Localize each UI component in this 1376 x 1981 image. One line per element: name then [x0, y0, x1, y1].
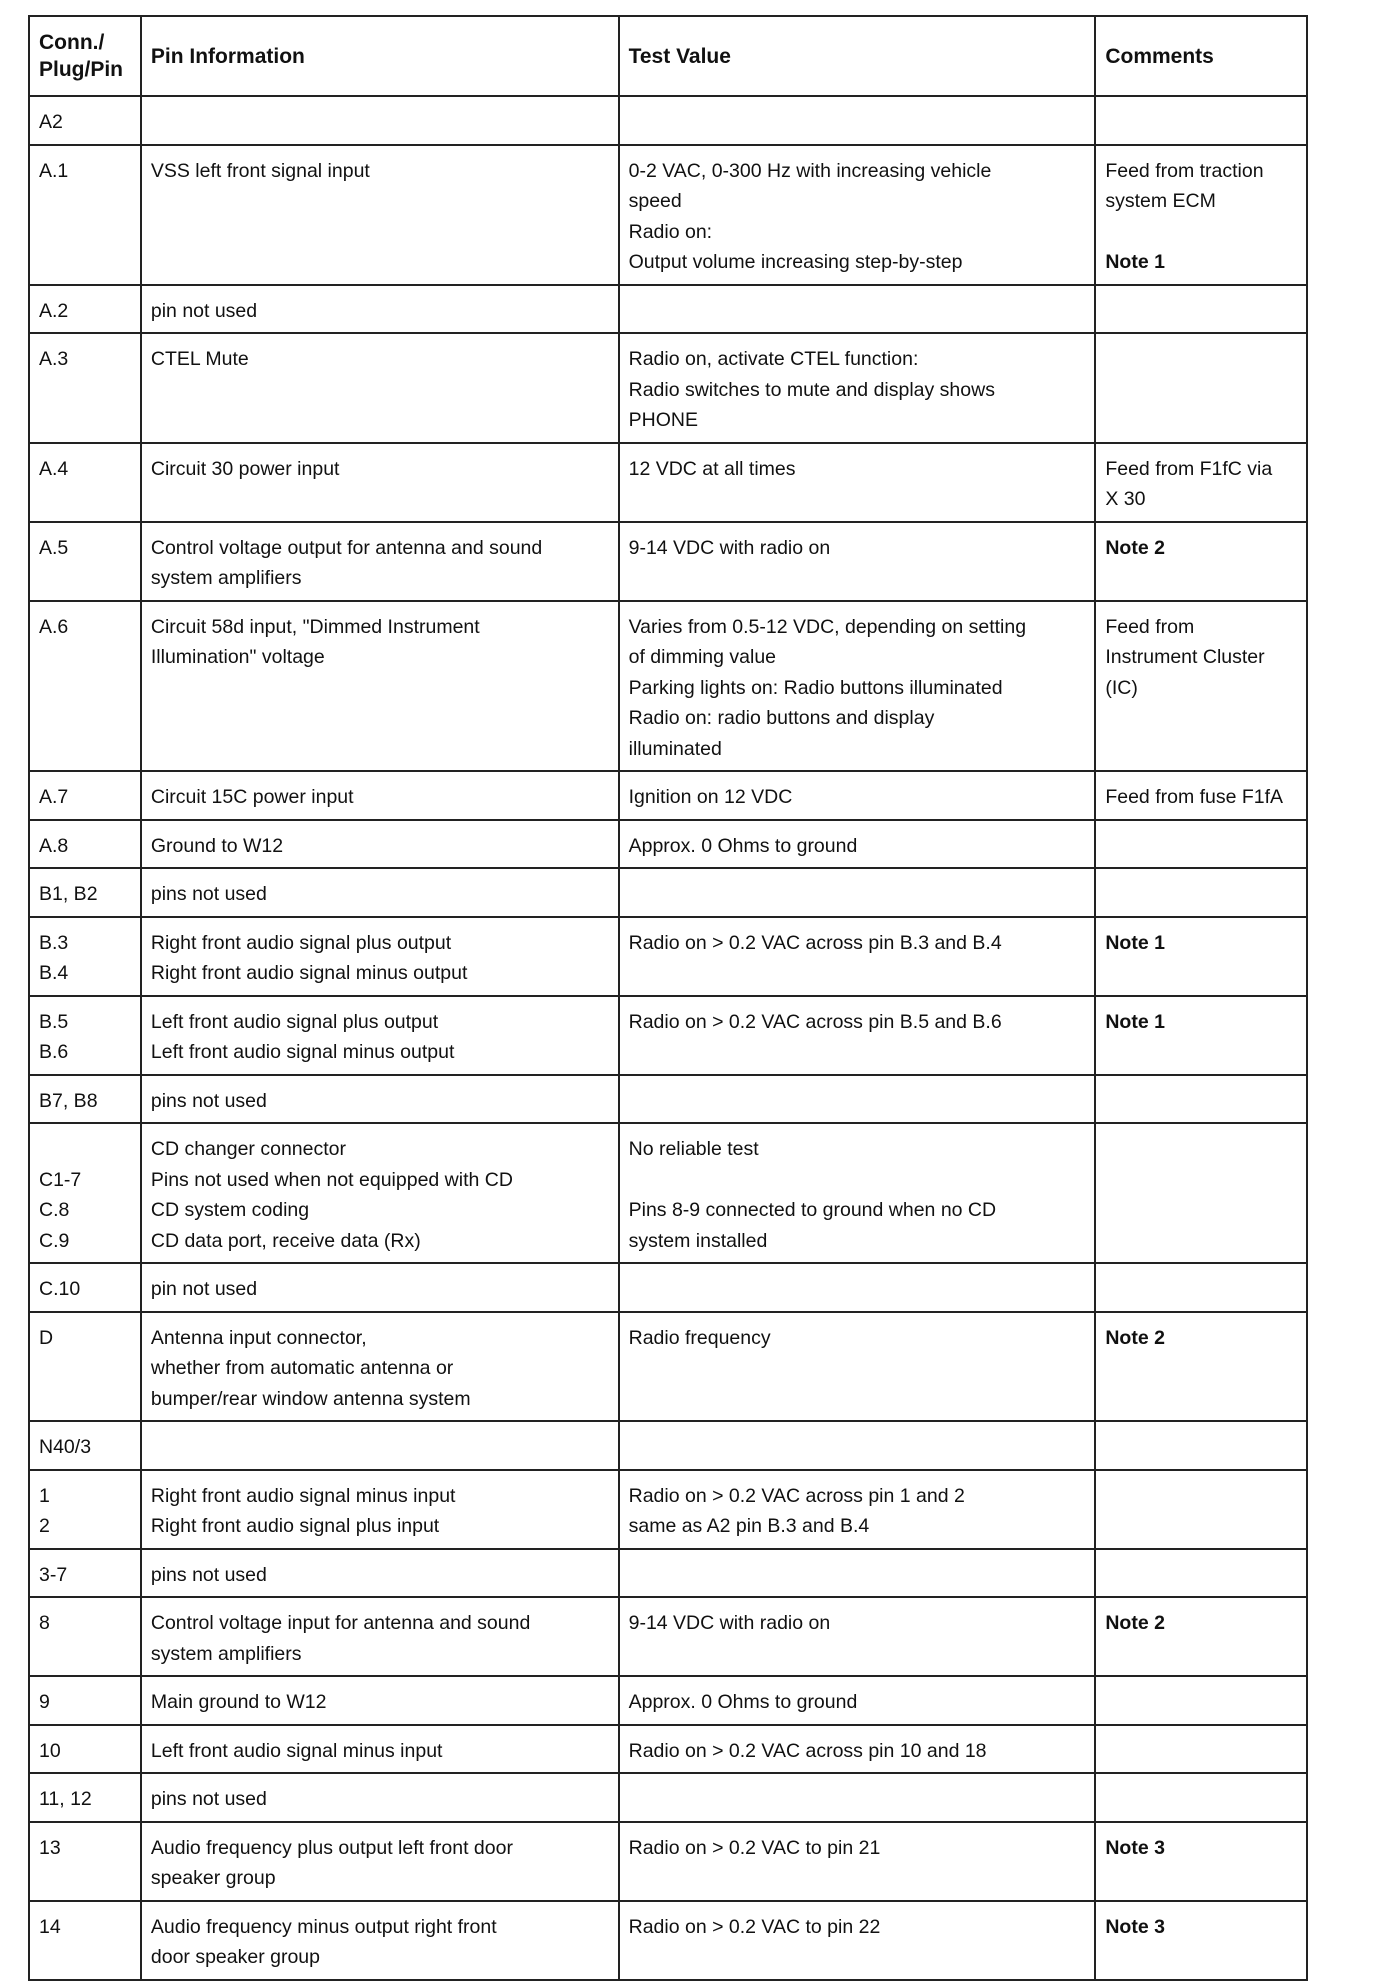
- cell-text: B7, B8: [39, 1089, 98, 1112]
- cell-text: same as A2 pin B.3 and B.4: [628, 1515, 870, 1537]
- cell-pin-info: [141, 1901, 619, 1980]
- table-row: [29, 1470, 1307, 1549]
- cell-text: 13: [39, 1836, 61, 1859]
- cell-text: D: [39, 1326, 54, 1349]
- cell-text: Ground to W12: [150, 834, 284, 857]
- cell-comments: [1095, 1263, 1307, 1312]
- cell-pin: [29, 1676, 141, 1725]
- cell-pin-info: [141, 96, 619, 145]
- cell-text: B.4: [39, 962, 69, 984]
- cell-text: speed: [628, 190, 682, 212]
- cell-comments: [1095, 1312, 1307, 1422]
- cell-test-value: [619, 1421, 1096, 1470]
- cell-pin: [29, 1421, 141, 1470]
- cell-text: Feed from traction: [1105, 159, 1264, 182]
- cell-text: VSS left front signal input: [150, 159, 370, 182]
- cell-comments: [1095, 285, 1307, 334]
- cell-pin-info: [141, 1075, 619, 1124]
- cell-pin-info: [141, 1123, 619, 1263]
- cell-pin-info: [141, 1263, 619, 1312]
- cell-pin: [29, 771, 141, 820]
- cell-text: Main ground to W12: [150, 1691, 327, 1713]
- cell-text: illuminated: [628, 737, 722, 760]
- cell-text: Radio frequency: [628, 1326, 771, 1349]
- table-row: [29, 145, 1307, 285]
- cell-pin-info: [141, 917, 619, 996]
- cell-text: No reliable test: [628, 1138, 759, 1160]
- cell-text: 1: [39, 1484, 50, 1507]
- note-reference: Note 2: [1105, 1326, 1165, 1349]
- cell-pin: [29, 1470, 141, 1549]
- cell-pin: [29, 285, 141, 334]
- cell-text: Audio frequency plus output left front door: [150, 1836, 513, 1859]
- cell-text: system installed: [628, 1229, 768, 1252]
- cell-pin: [29, 1123, 141, 1263]
- cell-pin-info: [141, 1421, 619, 1470]
- table-row: [29, 1822, 1307, 1901]
- cell-comments: [1095, 333, 1307, 443]
- cell-text: B1, B2: [39, 883, 98, 905]
- cell-text: Antenna input connector,: [150, 1326, 367, 1349]
- table-row: [29, 601, 1307, 772]
- table-header-row: [29, 16, 1307, 96]
- cell-text: Illumination" voltage: [150, 646, 325, 668]
- table-row: [29, 820, 1307, 869]
- cell-comments: [1095, 443, 1307, 522]
- cell-pin: [29, 1822, 141, 1901]
- pin-information-table: [28, 15, 1308, 1981]
- cell-pin-info: [141, 868, 619, 917]
- cell-text: A.6: [39, 615, 69, 638]
- cell-text: Instrument Cluster: [1105, 646, 1265, 668]
- cell-test-value: [619, 1822, 1096, 1901]
- cell-text: A.3: [39, 348, 69, 370]
- cell-text: Circuit 15C power input: [150, 786, 354, 808]
- cell-test-value: [619, 1075, 1096, 1124]
- cell-text: Approx. 0 Ohms to ground: [628, 834, 858, 857]
- cell-pin-info: [141, 1549, 619, 1598]
- cell-test-value: [619, 1549, 1096, 1598]
- cell-test-value: [619, 1470, 1096, 1549]
- cell-test-value: [619, 285, 1096, 334]
- cell-text: Left front audio signal minus output: [150, 1041, 455, 1063]
- cell-text: system amplifiers: [150, 567, 302, 589]
- table-row: [29, 1263, 1307, 1312]
- cell-text: Radio switches to mute and display shows: [628, 378, 995, 401]
- cell-text: A2: [39, 111, 63, 133]
- cell-pin: [29, 1597, 141, 1676]
- table-row: [29, 1901, 1307, 1980]
- cell-text: Left front audio signal minus input: [150, 1739, 443, 1762]
- cell-pin-info: [141, 996, 619, 1075]
- header-comments: Comments: [1095, 16, 1307, 96]
- cell-test-value: [619, 1597, 1096, 1676]
- table-row: [29, 333, 1307, 443]
- cell-text: PHONE: [628, 409, 698, 431]
- table-row: [29, 771, 1307, 820]
- cell-text: 8: [39, 1612, 50, 1634]
- cell-test-value: [619, 1123, 1096, 1263]
- cell-test-value: [619, 1312, 1096, 1422]
- cell-text: Pins not used when not equipped with CD: [150, 1168, 513, 1191]
- cell-test-value: [619, 601, 1096, 772]
- cell-comments: [1095, 1470, 1307, 1549]
- cell-text: 9: [39, 1691, 50, 1713]
- cell-text: Feed from F1fC via: [1105, 457, 1273, 480]
- cell-test-value: [619, 145, 1096, 285]
- cell-text: Right front audio signal plus output: [150, 931, 452, 954]
- cell-test-value: [619, 333, 1096, 443]
- cell-pin: [29, 820, 141, 869]
- cell-pin: [29, 333, 141, 443]
- cell-test-value: [619, 868, 1096, 917]
- note-reference: Note 3: [1105, 1915, 1165, 1938]
- cell-pin-info: [141, 522, 619, 601]
- cell-text: Right front audio signal minus input: [150, 1484, 456, 1507]
- cell-pin-info: [141, 771, 619, 820]
- cell-pin: [29, 96, 141, 145]
- cell-pin: [29, 601, 141, 772]
- table-row: [29, 1312, 1307, 1422]
- cell-text: speaker group: [150, 1867, 276, 1889]
- cell-text: Radio on > 0.2 VAC to pin 22: [628, 1915, 881, 1938]
- spacer: [1105, 217, 1298, 248]
- cell-pin-info: [141, 1597, 619, 1676]
- cell-pin: [29, 868, 141, 917]
- cell-pin-info: [141, 1822, 619, 1901]
- cell-text: A.1: [39, 159, 69, 182]
- cell-test-value: [619, 996, 1096, 1075]
- cell-comments: [1095, 1773, 1307, 1822]
- header-line: Conn./: [39, 31, 105, 54]
- table-row: [29, 96, 1307, 145]
- cell-text: Radio on:: [628, 220, 713, 243]
- table-row: [29, 285, 1307, 334]
- spacer: [629, 1165, 1087, 1196]
- cell-comments: [1095, 1822, 1307, 1901]
- cell-test-value: [619, 1725, 1096, 1774]
- cell-text: 0-2 VAC, 0-300 Hz with increasing vehicle: [628, 159, 992, 182]
- cell-text: C.8: [39, 1199, 70, 1221]
- cell-comments: [1095, 1421, 1307, 1470]
- cell-pin-info: [141, 285, 619, 334]
- cell-test-value: [619, 443, 1096, 522]
- cell-pin-info: [141, 1773, 619, 1822]
- cell-comments: [1095, 1597, 1307, 1676]
- table-row: [29, 443, 1307, 522]
- cell-text: pin not used: [150, 1278, 258, 1300]
- cell-pin-info: [141, 1312, 619, 1422]
- header-conn-plug-pin: [29, 16, 141, 96]
- cell-text: Feed from: [1105, 615, 1195, 638]
- cell-comments: [1095, 145, 1307, 285]
- cell-text: Radio on > 0.2 VAC to pin 21: [628, 1836, 881, 1859]
- cell-text: Radio on > 0.2 VAC across pin B.3 and B.4: [628, 931, 1002, 954]
- cell-test-value: [619, 820, 1096, 869]
- cell-text: Radio on > 0.2 VAC across pin B.5 and B.6: [628, 1010, 1002, 1033]
- cell-text: Feed from fuse F1fA: [1105, 786, 1284, 808]
- cell-text: C.10: [39, 1278, 81, 1300]
- cell-test-value: [619, 771, 1096, 820]
- cell-comments: [1095, 820, 1307, 869]
- cell-text: pins not used: [150, 1788, 267, 1810]
- note-reference: Note 2: [1105, 536, 1165, 559]
- cell-pin-info: [141, 820, 619, 869]
- cell-text: 3-7: [39, 1563, 68, 1586]
- header-line: Plug/Pin: [39, 58, 123, 81]
- cell-text: system ECM: [1105, 190, 1216, 212]
- cell-pin: [29, 1901, 141, 1980]
- cell-text: CTEL Mute: [150, 348, 249, 370]
- table-row: [29, 522, 1307, 601]
- cell-text: X 30: [1105, 488, 1146, 510]
- header-test-value: Test Value: [619, 16, 1096, 96]
- cell-text: Radio on, activate CTEL function:: [628, 348, 919, 370]
- cell-text: whether from automatic antenna or: [150, 1357, 454, 1379]
- cell-text: Approx. 0 Ohms to ground: [628, 1691, 858, 1713]
- cell-pin: [29, 1725, 141, 1774]
- cell-text: 2: [39, 1515, 50, 1537]
- cell-pin-info: [141, 1676, 619, 1725]
- cell-comments: [1095, 1075, 1307, 1124]
- cell-comments: [1095, 522, 1307, 601]
- table-body: [29, 96, 1307, 1980]
- cell-test-value: [619, 1773, 1096, 1822]
- cell-text: 10: [39, 1739, 61, 1762]
- cell-text: bumper/rear window antenna system: [150, 1387, 471, 1410]
- cell-text: N40/3: [39, 1436, 92, 1458]
- cell-text: Circuit 30 power input: [150, 457, 340, 480]
- cell-text: CD system coding: [150, 1199, 310, 1221]
- cell-comments: [1095, 1725, 1307, 1774]
- cell-pin-info: [141, 333, 619, 443]
- table-row: [29, 1549, 1307, 1598]
- cell-text: A.7: [39, 786, 69, 808]
- note-reference: Note 1: [1105, 251, 1165, 273]
- header-conn-plug-pin-label: [39, 29, 132, 83]
- cell-test-value: [619, 96, 1096, 145]
- cell-pin-info: [141, 1725, 619, 1774]
- cell-text: A.8: [39, 834, 69, 857]
- cell-text: 9-14 VDC with radio on: [628, 536, 831, 559]
- cell-text: Radio on > 0.2 VAC across pin 1 and 2: [628, 1484, 965, 1507]
- cell-comments: [1095, 771, 1307, 820]
- table-row: [29, 868, 1307, 917]
- table-row: [29, 917, 1307, 996]
- cell-text: (IC): [1105, 676, 1138, 699]
- note-reference: Note 1: [1105, 931, 1165, 954]
- table-row: [29, 996, 1307, 1075]
- cell-comments: [1095, 96, 1307, 145]
- cell-comments: [1095, 1549, 1307, 1598]
- table-row: [29, 1773, 1307, 1822]
- cell-text: 12 VDC at all times: [628, 457, 796, 480]
- cell-pin: [29, 443, 141, 522]
- spacer: [39, 1134, 132, 1165]
- cell-comments: [1095, 868, 1307, 917]
- cell-text: CD changer connector: [150, 1138, 346, 1160]
- cell-text: 11, 12: [39, 1788, 92, 1810]
- header-pin-information: Pin Information: [141, 16, 619, 96]
- cell-comments: [1095, 1901, 1307, 1980]
- cell-text: pin not used: [150, 299, 258, 322]
- cell-pin: [29, 1773, 141, 1822]
- cell-text: Varies from 0.5-12 VDC, depending on setting: [628, 615, 1027, 638]
- cell-text: Circuit 58d input, "Dimmed Instrument: [150, 615, 480, 638]
- cell-comments: [1095, 601, 1307, 772]
- table-row: [29, 1676, 1307, 1725]
- cell-pin-info: [141, 1470, 619, 1549]
- note-reference: Note 2: [1105, 1612, 1165, 1634]
- cell-text: door speaker group: [150, 1946, 320, 1968]
- table-row: [29, 1421, 1307, 1470]
- cell-pin: [29, 1075, 141, 1124]
- cell-test-value: [619, 1676, 1096, 1725]
- cell-text: B.5: [39, 1010, 69, 1033]
- note-reference: Note 1: [1105, 1010, 1165, 1033]
- cell-text: 14: [39, 1915, 61, 1938]
- cell-test-value: [619, 1263, 1096, 1312]
- cell-text: Radio on > 0.2 VAC across pin 10 and 18: [628, 1739, 987, 1762]
- cell-text: Left front audio signal plus output: [150, 1010, 439, 1033]
- cell-text: Right front audio signal minus output: [150, 962, 468, 984]
- cell-pin: [29, 1312, 141, 1422]
- table-row: [29, 1725, 1307, 1774]
- cell-text: C1-7: [39, 1168, 82, 1191]
- cell-comments: [1095, 996, 1307, 1075]
- table-row: [29, 1075, 1307, 1124]
- cell-text: 9-14 VDC with radio on: [628, 1612, 831, 1634]
- cell-text: pins not used: [150, 1089, 267, 1112]
- cell-text: Ignition on 12 VDC: [628, 786, 793, 808]
- cell-text: Output volume increasing step-by-step: [628, 251, 963, 273]
- cell-text: B.3: [39, 931, 69, 954]
- table-row: [29, 1123, 1307, 1263]
- cell-comments: [1095, 1676, 1307, 1725]
- cell-text: pins not used: [150, 1563, 267, 1586]
- cell-text: A.4: [39, 457, 69, 480]
- cell-text: Pins 8-9 connected to ground when no CD: [628, 1199, 997, 1221]
- cell-text: system amplifiers: [150, 1642, 302, 1665]
- cell-text: pins not used: [150, 883, 267, 905]
- cell-text: CD data port, receive data (Rx): [150, 1229, 421, 1252]
- cell-text: C.9: [39, 1229, 70, 1252]
- cell-text: Right front audio signal plus input: [150, 1515, 440, 1537]
- cell-pin-info: [141, 145, 619, 285]
- cell-test-value: [619, 522, 1096, 601]
- cell-text: Parking lights on: Radio buttons illuminated: [628, 676, 1003, 699]
- table-row: [29, 1597, 1307, 1676]
- cell-pin: [29, 1549, 141, 1598]
- note-reference: Note 3: [1105, 1836, 1165, 1859]
- cell-text: Radio on: radio buttons and display: [628, 707, 935, 729]
- cell-pin: [29, 145, 141, 285]
- cell-pin-info: [141, 443, 619, 522]
- cell-pin: [29, 1263, 141, 1312]
- cell-test-value: [619, 917, 1096, 996]
- cell-text: Audio frequency minus output right front: [150, 1915, 497, 1938]
- cell-pin: [29, 917, 141, 996]
- cell-pin: [29, 522, 141, 601]
- cell-text: A.2: [39, 299, 69, 322]
- cell-text: of dimming value: [628, 646, 777, 668]
- cell-text: Control voltage output for antenna and sound: [150, 536, 543, 559]
- cell-test-value: [619, 1901, 1096, 1980]
- cell-pin: [29, 996, 141, 1075]
- cell-text: A.5: [39, 536, 69, 559]
- cell-comments: [1095, 917, 1307, 996]
- cell-text: B.6: [39, 1041, 69, 1063]
- cell-text: Control voltage input for antenna and sound: [150, 1612, 531, 1634]
- cell-pin-info: [141, 601, 619, 772]
- cell-comments: [1095, 1123, 1307, 1263]
